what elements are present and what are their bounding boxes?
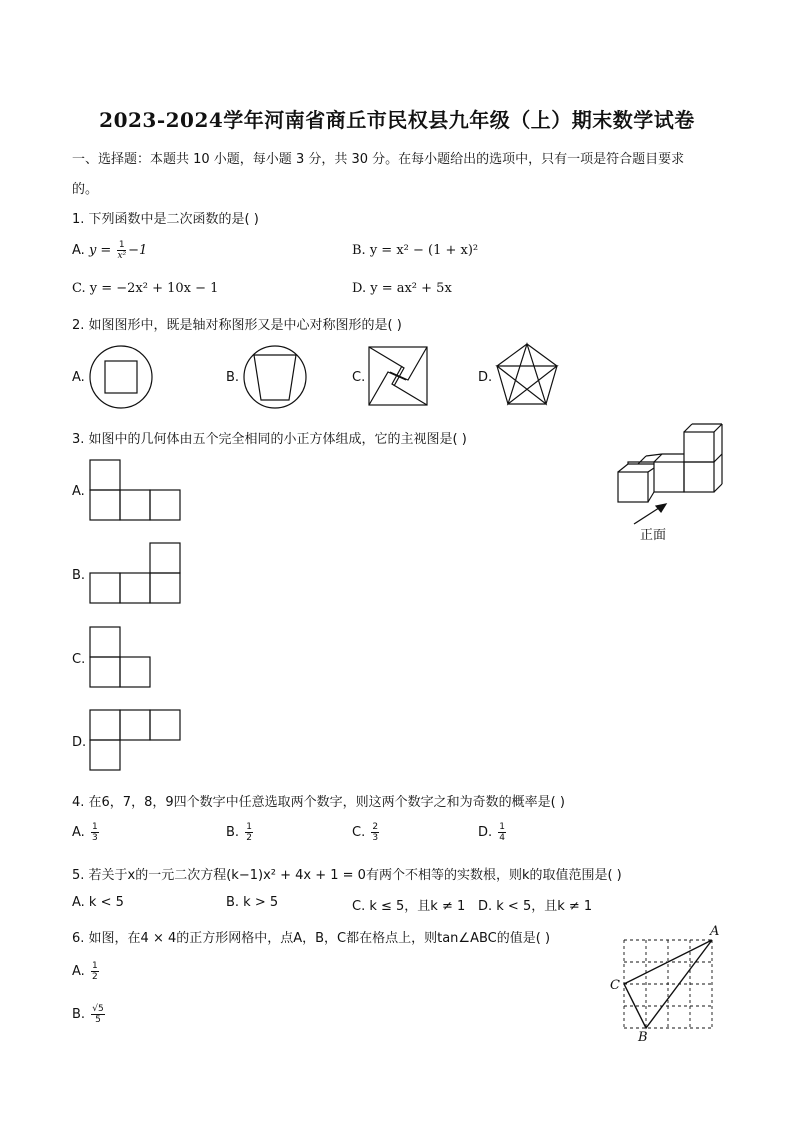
q2-figure-c-pinwheel-square — [368, 346, 430, 408]
q2-d-label: D. — [478, 370, 493, 385]
q5-option-d: D. k < 5，且k ≠ 1 — [478, 899, 593, 914]
q6-b-num: √5 — [92, 1004, 104, 1014]
q6-a-label: A. — [72, 964, 85, 979]
q6-a-den: 2 — [91, 972, 98, 982]
q6-a-fraction — [91, 961, 99, 982]
q4-d-label: D. — [478, 825, 493, 840]
q1-a-label: A. — [72, 243, 85, 258]
q1-option-c: C. y = −2x² + 10x − 1 — [72, 281, 219, 296]
q4-option-a — [72, 822, 101, 843]
q3-b-label: B. — [72, 568, 86, 583]
q2-figure-a-circle-square — [88, 344, 154, 410]
q5-option-c: C. k ≤ 5，且k ≠ 1 — [352, 899, 466, 914]
q3-option-a-view — [90, 460, 182, 522]
q3-a-label: A. — [72, 484, 85, 499]
q1-option-a — [72, 240, 147, 261]
q2-figure-b-circle-trapezoid — [242, 344, 308, 410]
section-heading-line1: 一、选择题：本题共 10 小题，每小题 3 分，共 30 分。在每小题给出的选项中，只有一项是符合题目要求 — [72, 152, 685, 167]
q3-stem: 3. 如图中的几何体由五个完全相同的小正方体组成，它的主视图是( ) — [72, 432, 467, 447]
section-heading-line2: 的。 — [72, 182, 99, 197]
q5-option-a: A. k < 5 — [72, 895, 124, 910]
q6-a-num: 1 — [91, 961, 98, 971]
q4-option-c — [352, 822, 381, 843]
q3-option-d-view — [90, 710, 182, 772]
q2-c-label: C. — [352, 370, 366, 385]
q4-a-label: A. — [72, 825, 85, 840]
q6-grid-figure — [624, 940, 714, 1030]
q3-front-arrow-icon — [630, 502, 670, 526]
q1-a-num: 1 — [118, 240, 125, 250]
q4-a-num: 1 — [91, 822, 98, 832]
q1-a-den: x² — [117, 251, 127, 261]
q2-stem: 2. 如图图形中，既是轴对称图形又是中心对称图形的是( ) — [72, 318, 402, 333]
q3-option-b-view — [90, 543, 182, 605]
q6-point-a-label: A — [710, 924, 720, 939]
q6-point-c-label: C — [610, 978, 620, 993]
q1-option-d: D. y = ax² + 5x — [352, 281, 452, 296]
q1-a-pre: y = — [88, 243, 116, 258]
q1-option-b: B. y = x² − (1 + x)² — [352, 243, 479, 258]
q6-option-b — [72, 1004, 107, 1025]
q4-stem: 4. 在6，7，8，9四个数字中任意选取两个数字，则这两个数字之和为奇数的概率是( ) — [72, 795, 565, 810]
q6-b-den: 5 — [95, 1015, 101, 1025]
q2-b-label: B. — [226, 370, 240, 385]
q2-figure-d-pentagram — [494, 342, 560, 408]
q4-b-fraction — [245, 822, 253, 843]
q6-stem: 6. 如图，在4 × 4的正方形网格中，点A，B，C都在格点上，则tan∠ABC的值是( ) — [72, 931, 551, 946]
page-title: 2023-2024学年河南省商丘市民权县九年级（上）期末数学试卷 — [99, 108, 695, 132]
q1-stem: 1. 下列函数中是二次函数的是( ) — [72, 212, 259, 227]
q4-a-fraction — [91, 822, 99, 843]
q6-b-fraction — [91, 1004, 104, 1025]
q4-a-den: 3 — [91, 833, 98, 843]
q2-a-label: A. — [72, 370, 85, 385]
q4-b-num: 1 — [246, 822, 252, 832]
q6-b-label: B. — [72, 1007, 86, 1022]
q5-option-b: B. k > 5 — [226, 895, 279, 910]
q4-c-num: 2 — [372, 822, 379, 832]
q1-a-post: −1 — [128, 243, 148, 258]
q4-option-b — [226, 822, 255, 843]
q6-point-b-label: B — [638, 1030, 648, 1045]
q3-c-label: C. — [72, 652, 86, 667]
q4-b-den: 2 — [246, 833, 252, 843]
q6-option-a — [72, 961, 101, 982]
q4-d-fraction — [498, 822, 506, 843]
q5-stem: 5. 若关于x的一元二次方程(k−1)x² + 4x + 1 = 0有两个不相等的实数根，则k的取值范围是( ) — [72, 868, 622, 883]
q1-a-fraction — [117, 240, 126, 261]
q4-c-fraction — [371, 822, 379, 843]
q3-option-c-view — [90, 627, 152, 689]
q4-option-d — [478, 822, 508, 843]
q4-c-label: C. — [352, 825, 366, 840]
q3-d-label: D. — [72, 735, 87, 750]
q4-b-label: B. — [226, 825, 240, 840]
q4-c-den: 3 — [372, 833, 379, 843]
q4-d-num: 1 — [499, 822, 506, 832]
q6-dashed-grid — [624, 940, 712, 1028]
q4-d-den: 4 — [499, 833, 506, 843]
q3-front-label: 正面 — [640, 528, 667, 543]
